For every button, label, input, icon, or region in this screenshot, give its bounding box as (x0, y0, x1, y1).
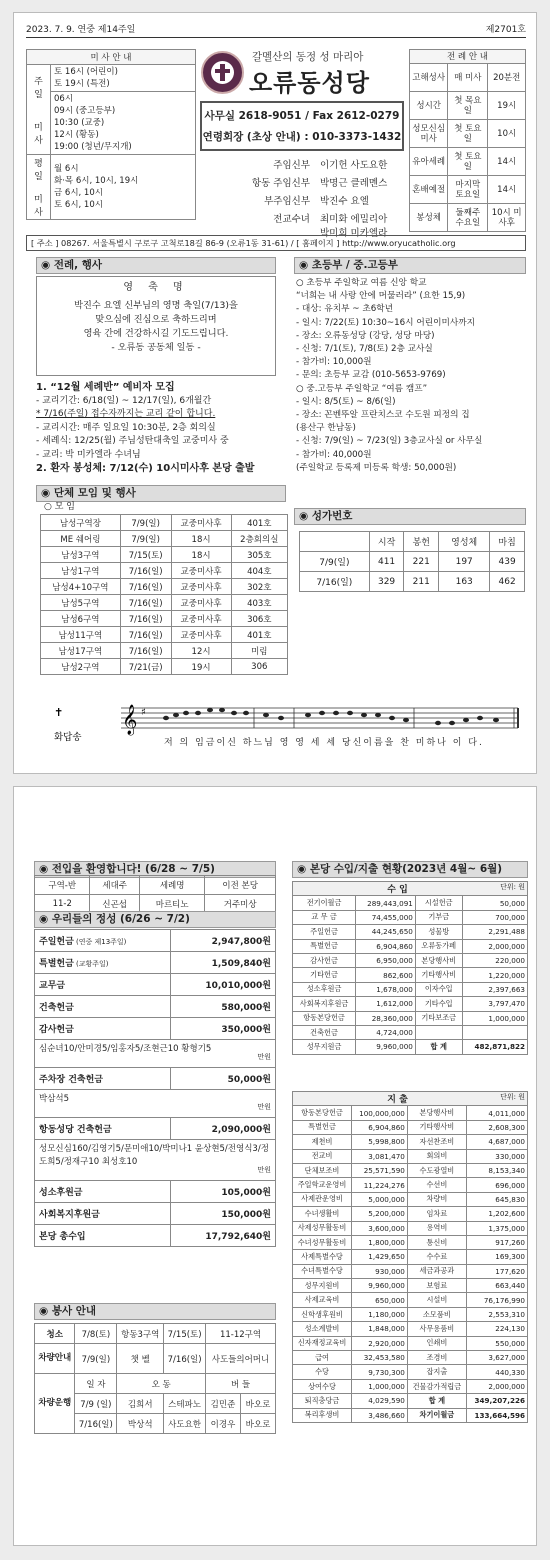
bulletin-header (26, 22, 526, 36)
mass-title: 미 사 안 내 (27, 50, 196, 65)
mass-weekday-label: 평일 미사 (27, 155, 51, 220)
table-row: 사제교육비 650,000 시설비 76,176,990 (293, 1293, 528, 1307)
table-row: 전기이월금 289,443,091 시설헌금 50,000 (293, 896, 528, 910)
table-row: 수녀생활비 5,200,000 임차료 1,202,600 (293, 1207, 528, 1221)
table-row: 건축헌금 4,724,000 (293, 1025, 528, 1039)
nameday-box: 영 축 명 박진수 요엘 신부님의 영명 축일(7/13)을 맞으심에 진심으로 축하드리며 영육 간에 건강하시길 기도드립니다. - 오류동 공동체 일동 - (36, 276, 276, 376)
table-row: 특별헌금 6,904,860 오류동가페 2,000,000 (293, 939, 528, 953)
table-row: 7/16(일) 329 211 163 462 (300, 572, 525, 592)
table-row: 성무지원비 9,960,000 보험료 663,440 (293, 1279, 528, 1293)
table-row: 퇴직충당금 4,029,590 합 계 349,207,226 (293, 1394, 528, 1408)
table-row: 7/9 (일) 김희서 스테파노 김민준 바오로 (35, 1394, 276, 1414)
table-row: 남성구역장 7/9(일) 교중미사후 401호 (41, 515, 288, 531)
church-motto: 갈멜산의 동정 성 마리아 (252, 51, 364, 63)
sharp-icon: ♯ (141, 707, 146, 718)
groups-heading: ◉ 단체 모임 및 행사 (36, 485, 286, 502)
table-row: 남성3구역 7/15(토) 18시 305호 (41, 547, 288, 563)
mass-schedule-table (26, 49, 196, 220)
mass-sun-lines: 06시 09시 (중고등부) 10:30 (교중) 12시 (황동) 19:00 (청년/무지개) (51, 92, 196, 155)
hymn-numbers-table: 시작 봉헌 영성체 마침 7/9(일) 411 221 197 439 7/16(일) 329 211 163 462 (299, 531, 525, 592)
finance-heading: ◉ 본당 수입/지출 현황(2023년 4월~ 6월) (292, 861, 528, 878)
table-row: 남성2구역 7/21(금) 19시 306 (41, 659, 288, 675)
table-row: 수녀성무활동비 1,800,000 통신비 917,260 (293, 1235, 528, 1249)
table-row: 사회복지후원금 150,000원 (35, 1203, 276, 1225)
table-row: 남성5구역 7/16(일) 교중미사후 403호 (41, 595, 288, 611)
church-name: 오류동성당 (249, 69, 370, 97)
table-row: 성소후원금 105,000원 (35, 1181, 276, 1203)
table-row: 신자재정교육비 2,920,000 인쇄비 550,000 (293, 1336, 528, 1350)
table-row: 수녀특별수당 930,000 세금과공과 177,620 (293, 1264, 528, 1278)
table-row: 제천비 5,998,800 자선찬조비 4,687,000 (293, 1135, 528, 1149)
table-row: 본당 총수입 17,792,640원 (35, 1225, 276, 1247)
psalm-lyrics: 저 의 임금이신 하느님 영 영 세 세 당신이름을 찬 미하나 이 다. (164, 738, 484, 748)
youth-heading: ◉ 초등부 / 중.고등부 (294, 257, 526, 274)
groups-table (40, 514, 288, 675)
bulletin-page-1 (13, 12, 537, 774)
clergy-list: 주임신부 이기헌 사도요한 항동 주임신부 박명근 클레멘스 부주임신부 박진수 요엘 전교수녀 최미화 에밀리아 박미희 미카엘라 (251, 160, 388, 239)
church-logo-icon (201, 51, 244, 94)
liturgy-news-heading: ◉ 전례, 행사 (36, 257, 276, 274)
table-row: 항동본당헌금 100,000,000 본당행사비 4,011,000 (293, 1106, 528, 1120)
mass-sat-lines: 토 16시 (어린이) 토 19시 (특전) (51, 65, 196, 92)
table-row: 사제관운영비 5,000,000 차량비 645,830 (293, 1192, 528, 1206)
treble-clef-icon: 𝄞 (122, 705, 138, 735)
office-contact-box (200, 101, 404, 151)
table-row: 11-2 신곤섭 마르티노 거주미상 (35, 895, 276, 914)
table-row: 차량안내 7/9(일) 챗 벨 7/16(일) 사도들의어머니 (35, 1344, 276, 1374)
youth-details: ○ 초등부 주일학교 여름 신앙 학교 “너희는 내 사랑 안에 머물러라” (요한 15,9) - 대상: 유치부 ~ 초6학년 - 일시: 7/22(토) 10:30~16시 어린이미사까지 - 장소: 오류동성당 (강당, 성당 마당) - 신청: 7/1(토), 7/8(토) 2층 교사실 - 참가비: 10,000원 - 문의: 초등부 교감 (010-5653-9769) ○ 중.고등부 주일학교 “여름 캠프” - 일시: 8/5(토) ~ 8/6(일) - 장소: 꼰벤뚜알 프란치스코 수도원 피정의 집 (용산구 한남동) - 신청: 7/9(일) ~ 7/23(일) 3층교사실 or 사무실 - 참가비: 40,000원 (주일학교 등록제 미등록 학생: 50,000원) (296, 278, 483, 473)
groups-sub: ○ 모 임 (44, 502, 75, 512)
table-row: 급여 32,453,580 조경비 3,627,000 (293, 1351, 528, 1365)
liturgy-guide-table: 전 례 안 내 고해성사 매 미사 20분전 성시간 첫 목요일 19시 성모신심미사 첫 토요일 10시 유아세례 첫 토요일 14시 혼배예절 마지막 토요일 14시 봉성체 둘째주 수요일 10시 미사후 (409, 49, 526, 232)
table-row: 복리후생비 3,486,660 차기이월금 133,664,596 (293, 1408, 528, 1422)
expense-table: 지 출 단위: 원 항동본당헌금 100,000,000 본당행사비 4,011,000 특별헌금 6,904,860 기타행사비 2,608,300 제천비 5,998,800 자선찬조비 4,687,000 전교비 3,081,470 회의비 330,000 단체보조비 25,571,590 수도광열비 8,153,340 주일학교운영비 11,224,276 수선비 696,000 사제관운영비 5,000,000 차량비 645,830 수녀생활비 5,200,000 임차료 1,202,600 사제성무활동비 3,600,000 용역비 1,375,000 수녀성무활동비 1,800,000 통신비 917,260 사제특별수당 1,429,650 수수료 169,300 수녀특별수당 930,000 세금과공과 177,620 성무지원비 9,960,000 보험료 663,440 사제교육비 650,000 시설비 76,176,990 신학생후원비 1,180,000 소모품비 2,553,310 성소계발비 1,848,000 사무용품비 224,130 신자재정교육비 2,920,000 인쇄비 550,000 급여 32,453,580 조경비 3,627,000 수당 9,730,300 잡지출 440,330 상여수당 1,000,000 건물감가적립금 2,000,000 퇴직충당금 4,029,590 합 계 349,207,226 복리후생비 3,486,660 차기이월금 133,664,596 (292, 1091, 528, 1423)
table-row: 교무금 10,010,000원 (35, 974, 276, 996)
table-row: 주일헌금 (연중 제13주일) 2,947,800원 (35, 930, 276, 952)
office-phone: 사무실 2618-9051 / Fax 2612-0279 (204, 110, 400, 122)
bulletin-date: 2023. 7. 9. 연중 제14주일 (26, 25, 136, 35)
liturgy-title: 전 례 안 내 (410, 50, 526, 64)
table-row: 전교비 3,081,470 회의비 330,000 (293, 1149, 528, 1163)
table-row: 남성17구역 7/16(일) 12시 미림 (41, 643, 288, 659)
income-table: 수 입 단위: 원 전기이월금 289,443,091 시설헌금 50,000 교 무 금 74,455,000 기부금 700,000 주일헌금 44,245,650 성물방 2,291,488 특별헌금 6,904,860 오류동가페 2,000,000 감사헌금 6,950,000 본당행사비 220,000 기타헌금 862,600 기타행사비 1,220,000 성소후원금 1,678,000 이자수입 2,397,663 사회복지후원금 1,612,000 기타수입 3,797,470 항동본당헌금 28,360,000 기타보조금 1,000,000 건축헌금 4,724,000 성무지원금 9,960,000 합 계 482,871,822 (292, 881, 528, 1055)
hymn-numbers-heading: ◉ 성가번호 (294, 508, 526, 525)
table-row: 사회복지후원금 1,612,000 기타수입 3,797,470 (293, 997, 528, 1011)
table-row: 성무지원금 9,960,000 합 계 482,871,822 (293, 1040, 528, 1054)
header-rule (26, 37, 526, 38)
bulletin-issue: 제2701호 (485, 25, 526, 35)
mass-weekday-lines: 월 6시 화·목 6시, 10시, 19시 금 6시, 10시 토 6시, 10시 (51, 155, 196, 220)
table-row: 주차장 건축헌금 50,000원 (35, 1068, 276, 1090)
table-row: 특별헌금 6,904,860 기타행사비 2,608,300 (293, 1120, 528, 1134)
donations-table: 주일헌금 (연중 제13주일) 2,947,800원 특별헌금 (교황주일) 1,509,840원 교무금 10,010,000원 건축헌금 580,000원 감사헌금 350,000원 심순녀10/안미경5/임홍자5/조현근10 황형기5 만원 주차장 건축헌금 50,000원 박삼석5 만원 항동성당 건축헌금 2,090,000원 성모신심160/김영기5/문미애10/박미나1 윤상현5/전영식3/정도희5/정재구10 최성호10 만원 성소후원금 105,000원 사회복지후원금 150,000원 본당 총수입 17,792,640원 (34, 929, 276, 1247)
table-row: 기타헌금 862,600 기타행사비 1,220,000 (293, 968, 528, 982)
address-bar: [ 주소 ] 08267. 서울특별시 구로구 고척로18길 86-9 (오류1동 31-61) / [ 홈페이지 ] http://www.oryucatholic.org (26, 235, 526, 251)
table-row: 주일학교운영비 11,224,276 수선비 696,000 (293, 1178, 528, 1192)
table-row: 감사헌금 350,000원 (35, 1018, 276, 1040)
funeral-contact: 연령회장 (초상 안내) : 010-3373-1432 (202, 131, 402, 143)
welcome-heading: ◉ 전입을 환영합니다! (6/28 ~ 7/5) (34, 861, 276, 878)
table-row: 항동성당 건축헌금 2,090,000원 (35, 1118, 276, 1140)
table-row: 사제특별수당 1,429,650 수수료 169,300 (293, 1250, 528, 1264)
mass-sun-label: 주일 미사 (27, 65, 51, 155)
table-row: 신학생후원비 1,180,000 소모품비 2,553,310 (293, 1307, 528, 1321)
service-table: 청소 7/8(토) 항동3구역 7/15(토) 11-12구역 차량안내 7/9(일) 챗 벨 7/16(일) 사도들의어머니 차량운행 일 자 오 동 버 들 7/9 (일) 김희서 스테파노 김민준 바오로 7/16(일) 박상석 사도요한 이경우 바오로 (34, 1323, 276, 1434)
welcome-table: 구역-반 세대주 세례명 이전 본당 11-2 신곤섭 마르티노 거주미상 (34, 875, 276, 914)
table-row: 남성1구역 7/16(일) 교중미사후 404호 (41, 563, 288, 579)
table-row: 성소계발비 1,848,000 사무용품비 224,130 (293, 1322, 528, 1336)
nameday-title: 영 축 명 (123, 282, 189, 293)
table-row: 감사헌금 6,950,000 본당행사비 220,000 (293, 953, 528, 967)
table-row: ME 쉐어링 7/9(일) 18시 2층회의실 (41, 531, 288, 547)
bulletin-page-2 (13, 786, 537, 1546)
table-row: 남성6구역 7/16(일) 교중미사후 306호 (41, 611, 288, 627)
table-row: 단체보조비 25,571,590 수도광열비 8,153,340 (293, 1163, 528, 1177)
table-row: 주일헌금 44,245,650 성물방 2,291,488 (293, 925, 528, 939)
liturgy-news-items: 1. “12월 세례반” 예비자 모집 - 교리기간: 6/18(일) ~ 12/17(일), 6개월간 * 7/16(주일) 접수자까지는 교리 같이 합니다. - 교리시간: 매주 일요일 10:30분, 2층 회의실 - 세례식: 12/25(월) 주님성탄대축일 교중미사 중 - 교리: 박 미카엘라 수녀님 2. 환자 봉성체: 7/12(수) 10시미사후 본당 출발 (36, 382, 255, 474)
cross-icon: ✝ (54, 706, 64, 719)
service-heading: ◉ 봉사 안내 (34, 1303, 276, 1320)
table-row: 건축헌금 580,000원 (35, 996, 276, 1018)
table-row: 청소 7/8(토) 항동3구역 7/15(토) 11-12구역 (35, 1324, 276, 1344)
table-row: 사제성무활동비 3,600,000 용역비 1,375,000 (293, 1221, 528, 1235)
table-row: 상여수당 1,000,000 건물감가적립금 2,000,000 (293, 1379, 528, 1393)
table-row: 수당 9,730,300 잡지출 440,330 (293, 1365, 528, 1379)
table-row: 남성11구역 7/16(일) 교중미사후 401호 (41, 627, 288, 643)
table-row: 항동본당헌금 28,360,000 기타보조금 1,000,000 (293, 1011, 528, 1025)
table-row: 특별헌금 (교황주일) 1,509,840원 (35, 952, 276, 974)
table-row: 교 무 금 74,455,000 기부금 700,000 (293, 910, 528, 924)
table-row: 7/9(일) 411 221 197 439 (300, 552, 525, 572)
table-row: 남성4+10구역 7/16(일) 교중미사후 302호 (41, 579, 288, 595)
psalm-label: 화답송 (54, 732, 82, 743)
table-row: 7/16(일) 박상석 사도요한 이경우 바오로 (35, 1414, 276, 1434)
table-row: 성소후원금 1,678,000 이자수입 2,397,663 (293, 982, 528, 996)
donations-heading: ◉ 우리들의 정성 (6/26 ~ 7/2) (34, 911, 276, 928)
